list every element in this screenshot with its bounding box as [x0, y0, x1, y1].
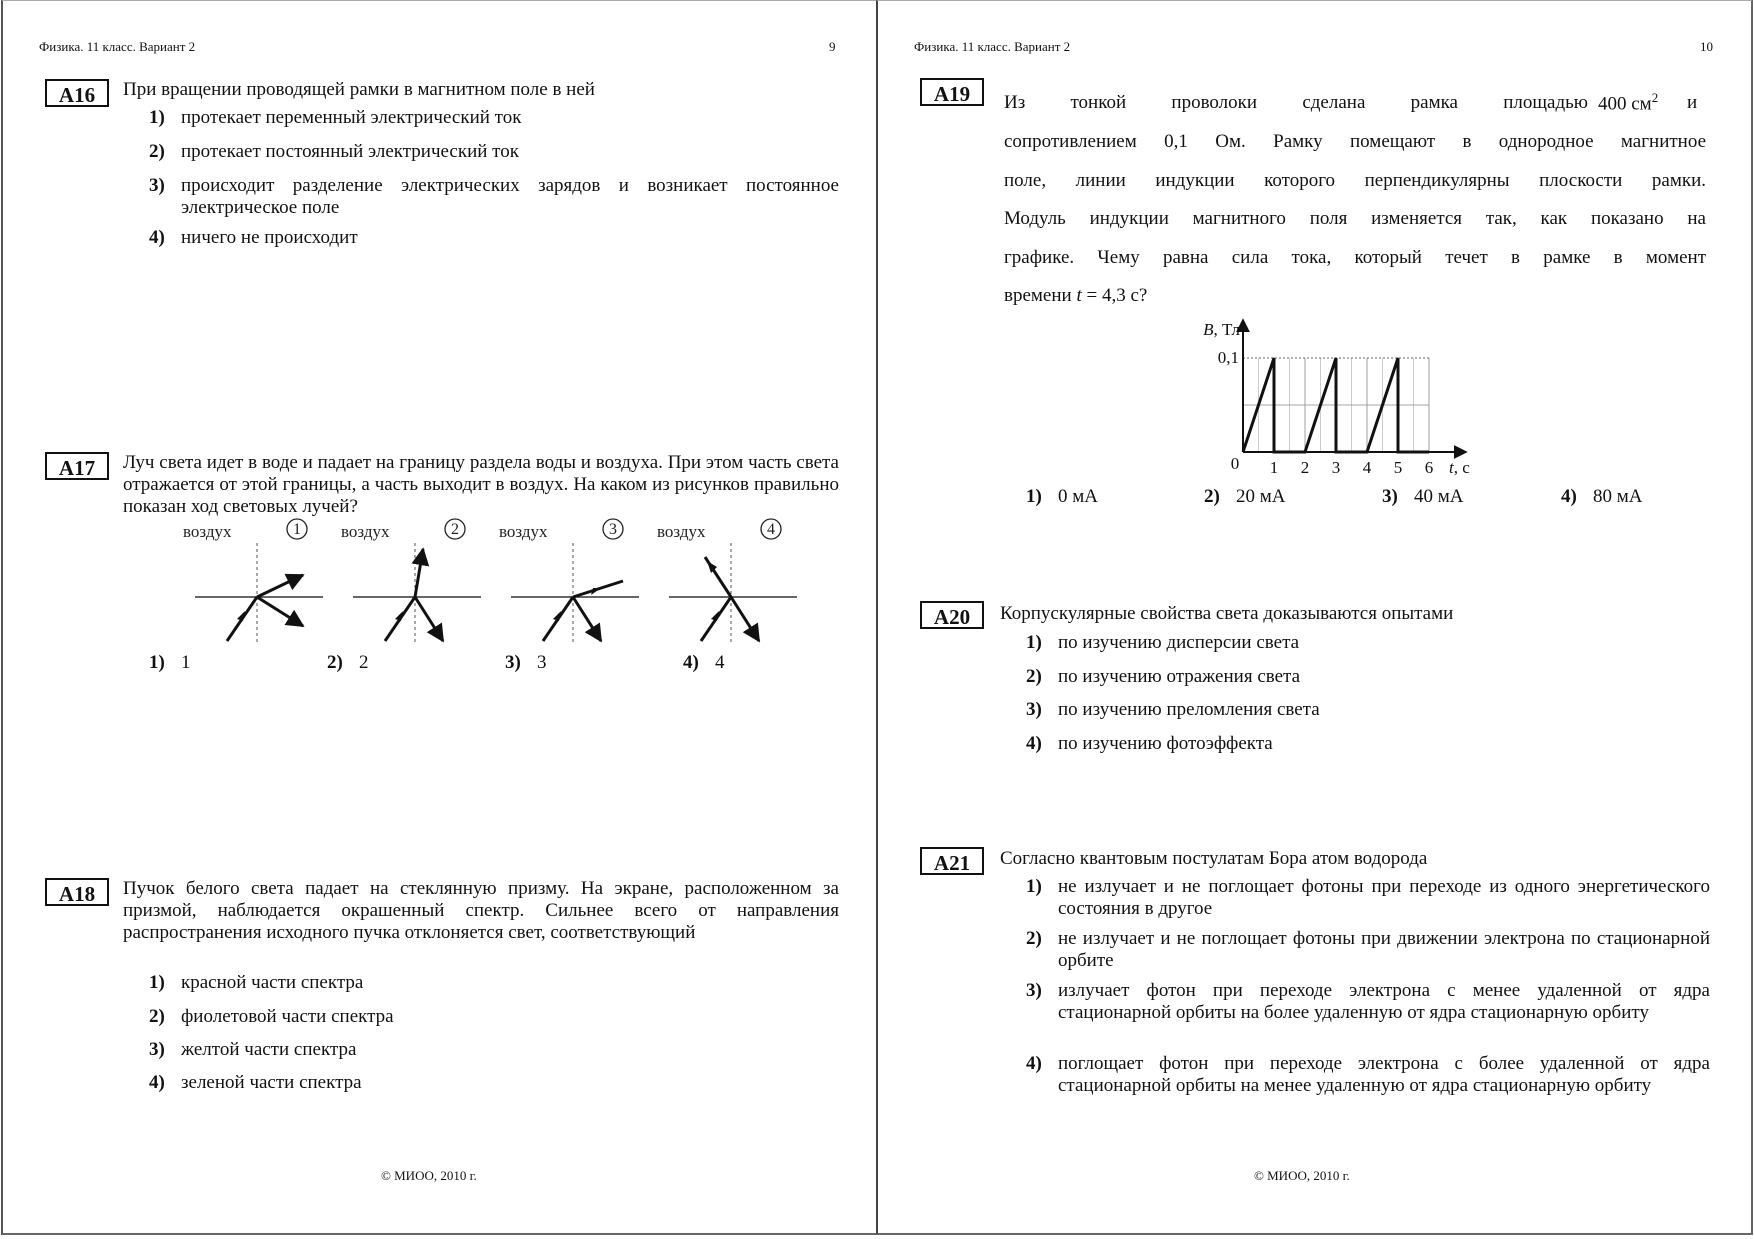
question-label-a19: А19: [920, 78, 984, 106]
option-number: 4): [683, 652, 699, 673]
b-t-chart: [1194, 313, 1470, 483]
refracted-ray: [415, 549, 423, 597]
option-text: излучает фотон при переходе электрона с менее удаленной от ядра стационарной орбиты на более удаленную от ядра стационарную орбиту: [1058, 980, 1710, 1023]
arrowhead: [591, 588, 601, 595]
arrowhead: [237, 611, 245, 621]
question-text-a16: При вращении проводящей рамки в магнитном поле в ней: [123, 79, 595, 100]
question-label-a21: А21: [920, 847, 984, 875]
question-line-end: и: [1687, 92, 1698, 113]
area-value: [1598, 87, 1658, 115]
option-text: 2: [359, 652, 369, 673]
option-number: 3): [505, 652, 521, 673]
question-line: поле, линии индукции которого перпендикулярны плоскости рамки.: [1004, 170, 1706, 191]
question-text-a21: Согласно квантовым постулатам Бора атом водорода: [1000, 848, 1428, 869]
x-tick-label: 5: [1393, 458, 1403, 477]
option-text: по изучению отражения света: [1058, 666, 1301, 687]
question-line: Модуль индукции магнитного поля изменяется так, как показано на: [1004, 208, 1706, 229]
ray-figure-4: [657, 519, 797, 645]
option-number: 1): [149, 972, 165, 993]
option-text: по изучению фотоэффекта: [1058, 733, 1273, 754]
page-left: [1, 0, 876, 1235]
option-number: 4): [1026, 733, 1042, 754]
option-number: 1): [149, 107, 165, 128]
footer-copyright: © МИОО, 2010 г.: [381, 1168, 477, 1183]
option-text: по изучению дисперсии света: [1058, 632, 1300, 653]
footer-copyright: © МИОО, 2010 г.: [1254, 1168, 1350, 1183]
option-text: 4: [715, 652, 725, 673]
question-label-a18: А18: [45, 878, 109, 906]
medium-label: воздух: [183, 522, 232, 541]
option-number: 3): [1026, 980, 1042, 1001]
arrowhead: [395, 611, 403, 621]
question-label-a20: А20: [920, 601, 984, 629]
option-number: 1): [149, 652, 165, 673]
question-line-last: [1004, 285, 1147, 307]
option-text: 40 мА: [1414, 486, 1464, 507]
medium-label: воздух: [657, 522, 706, 541]
figure-number: 1: [293, 521, 301, 538]
reflected-ray: [415, 597, 443, 641]
option-number: 2): [149, 141, 165, 162]
x-axis-label: [1449, 458, 1470, 477]
x-axis-unit: , с: [1453, 458, 1470, 477]
option-text: протекает переменный электрический ток: [181, 107, 522, 128]
option-text: 0 мА: [1058, 486, 1098, 507]
medium-label: воздух: [341, 522, 390, 541]
ray-figure-1: [183, 519, 323, 645]
option-text: по изучению преломления света: [1058, 699, 1320, 720]
option-number: 3): [149, 1039, 165, 1060]
refracted-ray: [257, 575, 303, 597]
reflected-ray: [573, 597, 601, 641]
option-number: 2): [327, 652, 343, 673]
question-label-a17: А17: [45, 452, 109, 480]
figure-number: 4: [767, 521, 775, 538]
option-text: 80 мА: [1593, 486, 1643, 507]
x-axis-var: t: [1449, 458, 1454, 477]
option-number: 3): [1382, 486, 1398, 507]
option-number: 4): [1561, 486, 1577, 507]
question-text-a20: Корпускулярные свойства света доказываются опытами: [1000, 603, 1454, 624]
area-number: 400 см: [1598, 93, 1652, 115]
question-line: сопротивлением 0,1 Ом. Рамку помещают в однородное магнитное: [1004, 131, 1706, 152]
header-title: Физика. 11 класс. Вариант 2: [914, 39, 1071, 54]
option-number: 2): [1026, 666, 1042, 687]
header-title: Физика. 11 класс. Вариант 2: [39, 39, 196, 54]
x-tick-label: 1: [1269, 458, 1279, 477]
option-text: поглощает фотон при переходе электрона с более удаленной от ядра стационарной орбиты на менее удаленную от ядра стационарную орбиту: [1058, 1053, 1710, 1096]
option-text: фиолетовой части спектра: [181, 1006, 394, 1027]
arrowhead: [553, 611, 561, 621]
option-text: 3: [537, 652, 547, 673]
figure-number: 2: [451, 521, 459, 538]
option-text: протекает постоянный электрический ток: [181, 141, 519, 162]
option-text: зеленой части спектра: [181, 1072, 362, 1093]
option-text: не излучает и не поглощает фотоны при переходе из одного энергетического состояния в другое: [1058, 876, 1710, 919]
x-tick-label: 3: [1331, 458, 1341, 477]
y-axis-unit: , Тл: [1213, 320, 1240, 339]
option-number: 4): [149, 1072, 165, 1093]
x-tick-label: 4: [1362, 458, 1372, 477]
option-text: происходит разделение электрических зарядов и возникает постоянное электрическое поле: [181, 175, 839, 218]
option-number: 2): [1026, 928, 1042, 949]
option-number: 3): [1026, 699, 1042, 720]
arrowhead: [711, 611, 719, 621]
figure-number: 3: [609, 521, 617, 538]
option-number: 3): [149, 175, 165, 196]
question-label-a16: А16: [45, 79, 109, 107]
option-number: 2): [1204, 486, 1220, 507]
option-number: 1): [1026, 486, 1042, 507]
page-number: 9: [829, 39, 836, 54]
option-number: 1): [1026, 876, 1042, 897]
ray-figure-3: [499, 519, 639, 645]
option-text: красной части спектра: [181, 972, 364, 993]
question-fragment: = 4,3 с?: [1081, 285, 1148, 306]
option-text: ничего не происходит: [181, 227, 358, 248]
option-text: не излучает и не поглощает фотоны при движении электрона по стационарной орбите: [1058, 928, 1710, 971]
y-axis-var: B: [1203, 320, 1214, 339]
ray-diagrams: [171, 515, 811, 655]
option-text: 1: [181, 652, 191, 673]
question-text-a17: Луч света идет в воде и падает на границу раздела воды и воздуха. При этом часть света отражается от этой границы, а часть выходит в воздух. На каком из рисунков правильно показан ход световых лучей?: [123, 452, 839, 517]
page-right: [876, 0, 1753, 1235]
medium-label: воздух: [499, 522, 548, 541]
page-number: 10: [1700, 39, 1713, 54]
y-axis-label: [1203, 320, 1240, 339]
option-number: 1): [1026, 632, 1042, 653]
ray-figure-2: [341, 519, 481, 645]
question-fragment: времени: [1004, 285, 1077, 306]
x-tick-label: 2: [1300, 458, 1310, 477]
reflected-ray: [731, 597, 759, 641]
origin-label: 0: [1230, 454, 1240, 473]
option-text: желтой части спектра: [181, 1039, 357, 1060]
area-exponent: 2: [1651, 90, 1659, 105]
option-text: 20 мА: [1236, 486, 1286, 507]
option-number: 2): [149, 1006, 165, 1027]
reflected-ray: [257, 597, 303, 626]
option-number: 4): [149, 227, 165, 248]
question-line: Из тонкой проволоки сделана рамка площадью: [1004, 92, 1588, 113]
question-text-a18: Пучок белого света падает на стеклянную призму. На экране, расположенном за призмой, наблюдается окрашенный спектр. Сильнее всего от направления распространения исходного пучка отклоняется свет, соответствующий: [123, 878, 839, 943]
option-number: 4): [1026, 1053, 1042, 1074]
question-line: графике. Чему равна сила тока, который течет в рамке в момент: [1004, 247, 1706, 268]
variable-t: t: [1076, 285, 1082, 306]
y-tick-label: 0,1: [1217, 348, 1239, 367]
x-tick-label: 6: [1424, 458, 1434, 477]
